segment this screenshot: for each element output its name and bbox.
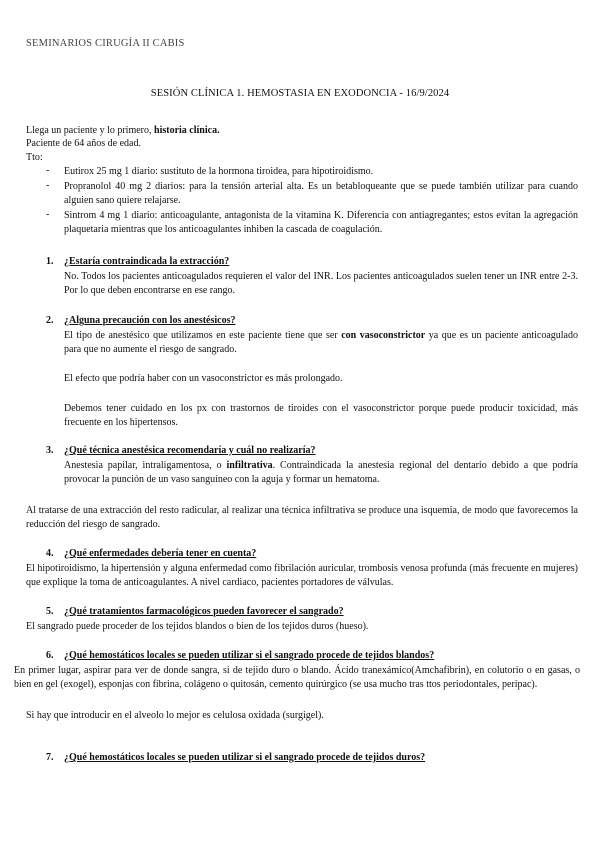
answer-text: El tipo de anestésico que utilizamos en este paciente tiene que ser [64,330,342,341]
answer-text: Anestesia papilar, intraligamentosa, o [64,460,227,471]
answer-2-paragraph-3: Debemos tener cuidado en los px con trastornos de tiroides con el vasoconstrictor porque puede producir toxicidad, más frecuente en los hipertensos. [64,403,578,428]
answer-text: ya que es un paciente anticoagulado para que no aumente el riesgo de sangrado. [64,330,578,355]
answer-1: No. Todos los pacientes anticoagulados requieren el valor del INR. Los pacientes anticoagulados suelen tener un INR entre 2-3. Por lo que deben encontrarse en ese rango. [64,271,578,296]
question-7: ¿Qué hemostáticos locales se pueden utilizar si el sangrado procede de tejidos duros? [64,752,426,763]
question-number: 7. [46,752,54,763]
question-number: 3. [46,445,54,456]
treatment-label: Tto: [26,152,43,163]
question-number: 1. [46,256,54,267]
document-title: SESIÓN CLÍNICA 1. HEMOSTASIA EN EXODONCIA - 16/9/2024 [150,88,450,99]
answer-bold-text: con vasoconstrictor [341,330,426,341]
intro-bold-text: historia clínica. [154,125,220,136]
answer-6: En primer lugar, aspirar para ver de donde sangra, si de tejido duro o blando. Ácido tranexámico(Amchafibrin), en colutorio o en gasas, o bien en gel (exogel), esponjas con fibrina, colágeno o quitosán, cemento quirúrgico (se usa mucho tras ttos periodontales, peripac). [14,665,580,690]
question-4: ¿Qué enfermedades debería tener en cuenta? [64,548,257,559]
answer-4: El hipotiroidismo, la hipertensión y alguna enfermedad como fibrilación auricular, trombosis venosa profunda (más frecuente en mujeres) que explique la toma de anticoagulantes. A nivel cardiaco, pacientes portadores de válvulas. [26,563,578,588]
extraction-paragraph: Al tratarse de una extracción del resto radicular, al realizar una técnica infiltrativa se produce una isquemia, de modo que favorecemos la reducción del riesgo de sangrado. [26,505,578,530]
question-2: ¿Alguna precaución con los anestésicos? [64,315,236,326]
med-item-eutirox: Eutirox 25 mg 1 diario: sustituto de la hormona tiroidea, para hipotiroidismo. [64,166,374,177]
bullet-marker: - [46,209,50,220]
answer-2-paragraph-1 [64,329,578,356]
intro-text: Llega un paciente y lo primero, [26,125,155,136]
question-1: ¿Estaría contraindicada la extracción? [64,256,230,267]
question-number: 2. [46,315,54,326]
question-number: 5. [46,606,54,617]
answer-3 [64,459,578,486]
bullet-marker: - [46,180,50,191]
answer-bold-text: infiltrativa [226,460,273,471]
med-item-sintrom: Sintrom 4 mg 1 diario: anticoagulante, antagonista de la vitamina K. Diferencia con antiagregantes; estos evitan la agregación plaquetaria mientras que los anticoagulantes inhiben la cascada de coagulación. [64,210,578,235]
question-number: 4. [46,548,54,559]
question-6: ¿Qué hemostáticos locales se pueden utilizar si el sangrado procede de tejidos blandos? [64,650,435,661]
answer-text: . Contraindicada la anestesia regional del dentario debido a que podría provocar la punción de un vaso sanguíneo con la aguja y formar un hematoma. [64,460,578,485]
answer-5: El sangrado puede proceder de los tejidos blandos o bien de los tejidos duros (hueso). [26,621,369,632]
question-5: ¿Qué tratamientos farmacológicos pueden favorecer el sangrado? [64,606,344,617]
page-header: SEMINARIOS CIRUGÍA II CABIS [26,38,185,49]
answer-2-paragraph-2: El efecto que podría haber con un vasoconstrictor es más prolongado. [64,373,343,384]
bullet-marker: - [46,165,50,176]
patient-age: Paciente de 64 años de edad. [26,138,141,149]
intro-line-1 [26,124,578,138]
med-item-propranolol: Propranolol 40 mg 2 diarios: para la tensión arterial alta. Es un betabloqueante que se puede también utilizar para cuando alguien sano quiere relajarse. [64,181,578,206]
answer-6-extra: Si hay que introducir en el alveolo lo mejor es celulosa oxidada (surgigel). [26,710,324,721]
question-3: ¿Qué técnica anestésica recomendaría y cuál no realizaría? [64,445,316,456]
question-number: 6. [46,650,54,661]
